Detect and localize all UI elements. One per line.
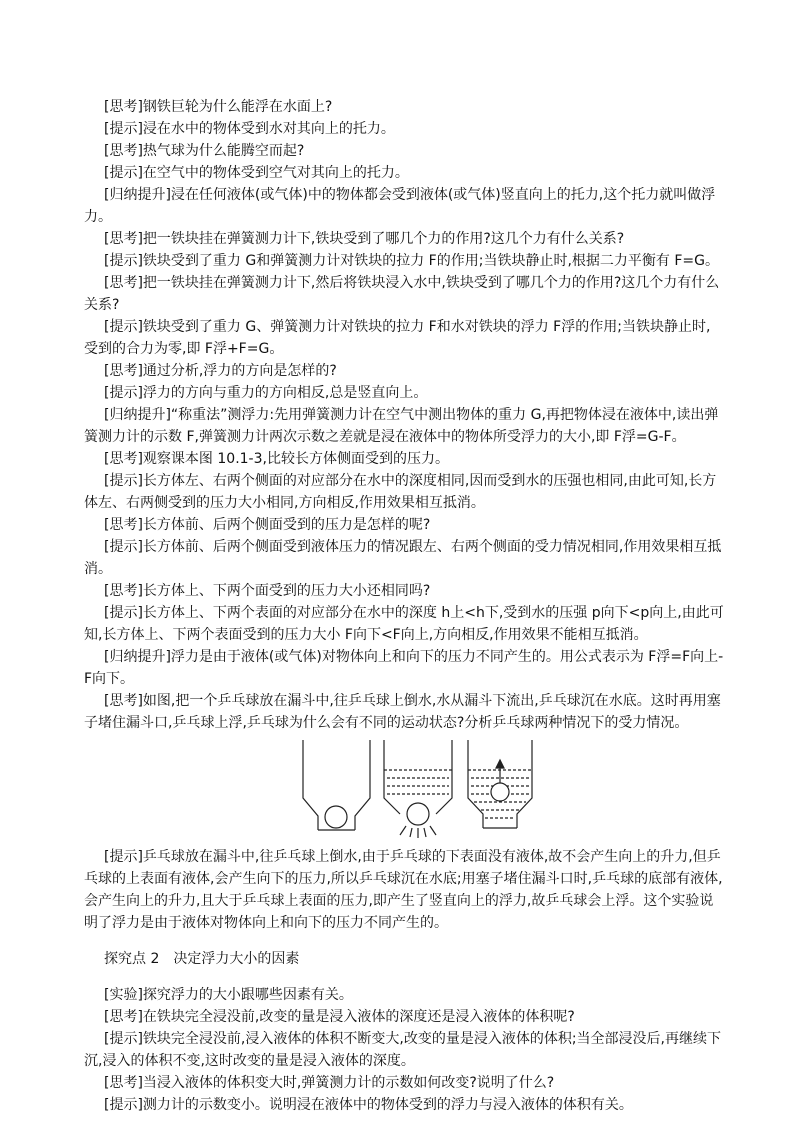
paragraph: [思考]热气球为什么能腾空而起? — [104, 143, 305, 159]
paragraph: [思考]把一铁块挂在弹簧测力计下,铁块受到了哪几个力的作用?这几个力有什么关系? — [104, 231, 625, 247]
paragraph: [归纳提升]浮力是由于液体(或气体)对物体向上和向下的压力不同产生的。用公式表示为 F浮=F向上-F向下。 — [84, 649, 724, 687]
funnel-figure — [84, 738, 724, 838]
paragraph: [思考]如图,把一个乒乓球放在漏斗中,往乒乓球上倒水,水从漏斗下流出,乒乓球沉在水底。这时再用塞子堵住漏斗口,乒乓球上浮,乒乓球为什么会有不同的运动状态?分析乒乓球两种情况下的受力情况。 — [84, 693, 721, 731]
paragraph: [实验]探究浮力的大小跟哪些因素有关。 — [104, 987, 353, 1003]
paragraph: [提示]铁块完全浸没前,浸入液体的体积不断变大,改变的量是浸入液体的体积;当全部浸没后,再继续下沉,浸入的体积不变,这时改变的量是浸入液体的深度。 — [84, 1031, 721, 1069]
paragraph: [思考]当浸入液体的体积变大时,弹簧测力计的示数如何改变?说明了什么? — [104, 1075, 555, 1091]
paragraph: [思考]在铁块完全浸没前,改变的量是浸入液体的深度还是浸入液体的体积呢? — [104, 1009, 575, 1025]
funnel-diagram — [84, 738, 724, 838]
paragraph: [提示]乒乓球放在漏斗中,往乒乓球上倒水,由于乒乓球的下表面没有液体,故不会产生向上的升力,但乒乓球的上表面有液体,会产生向下的压力,所以乒乓球沉在水底;用塞子堵住漏斗口时,乒乓球的底部有液体,会产生向上的升力,且大于乒乓球上表面的压力,即产生了竖直向上的浮力,故乒乓球会上浮。这个实验说明了浮力是由于液体对物体向上和向下的压力不同产生的。 — [84, 849, 723, 931]
paragraph: [提示]长方体上、下两个表面的对应部分在水中的深度 h上<h下,受到水的压强 p向下<p向上,由此可知,长方体上、下两个表面受到的压力大小 F向下<F向上,方向相反,作用效果不能相互抵消。 — [84, 605, 724, 643]
paragraph: [思考]观察课本图 10.1-3,比较长方体侧面受到的压力。 — [104, 451, 449, 467]
paragraph: [提示]浮力的方向与重力的方向相反,总是竖直向上。 — [104, 385, 428, 401]
paragraph: [提示]铁块受到了重力 G、弹簧测力计对铁块的拉力 F和水对铁块的浮力 F浮的作用;当铁块静止时,受到的合力为零,即 F浮+F=G。 — [84, 319, 711, 357]
paragraph: [思考]长方体上、下两个面受到的压力大小还相同吗? — [104, 583, 431, 599]
paragraph: [思考]钢铁巨轮为什么能浮在水面上? — [104, 99, 333, 115]
funnel-empty — [303, 740, 370, 830]
section-heading: 探究点 2 决定浮力大小的因素 — [104, 951, 300, 967]
paragraph: [提示]浸在水中的物体受到水对其向上的托力。 — [104, 121, 395, 137]
funnel-water-flowing — [384, 740, 452, 838]
paragraph: [思考]通过分析,浮力的方向是怎样的? — [104, 363, 337, 379]
paragraph: [提示]铁块受到了重力 G和弹簧测力计对铁块的拉力 F的作用;当铁块静止时,根据二力平衡有 F=G。 — [104, 253, 719, 269]
paragraph: [提示]在空气中的物体受到空气对其向上的托力。 — [104, 165, 409, 181]
paragraph: [归纳提升]“称重法”测浮力:先用弹簧测力计在空气中测出物体的重力 G,再把物体浸在液体中,读出弹簧测力计的示数 F,弹簧测力计两次示数之差就是浸在液体中的物体所受浮力的大小,即 F浮=G-F。 — [84, 407, 719, 445]
funnel-plugged — [468, 740, 532, 828]
document-body — [84, 96, 724, 1116]
paragraph: [提示]长方体前、后两个侧面受到液体压力的情况跟左、右两个侧面的受力情况相同,作用效果相互抵消。 — [84, 539, 722, 577]
paragraph: [提示]测力计的示数变小。说明浸在液体中的物体受到的浮力与浸入液体的体积有关。 — [104, 1097, 633, 1113]
paragraph: [思考]长方体前、后两个侧面受到的压力是怎样的呢? — [104, 517, 431, 533]
paragraph: [归纳提升]浸在任何液体(或气体)中的物体都会受到液体(或气体)竖直向上的托力,这个托力就叫做浮力。 — [84, 187, 716, 225]
paragraph: [思考]把一铁块挂在弹簧测力计下,然后将铁块浸入水中,铁块受到了哪几个力的作用?这几个力有什么关系? — [84, 275, 720, 313]
paragraph: [提示]长方体左、右两个侧面的对应部分在水中的深度相同,因而受到水的压强也相同,由此可知,长方体左、右两侧受到的压力大小相同,方向相反,作用效果相互抵消。 — [84, 473, 717, 511]
